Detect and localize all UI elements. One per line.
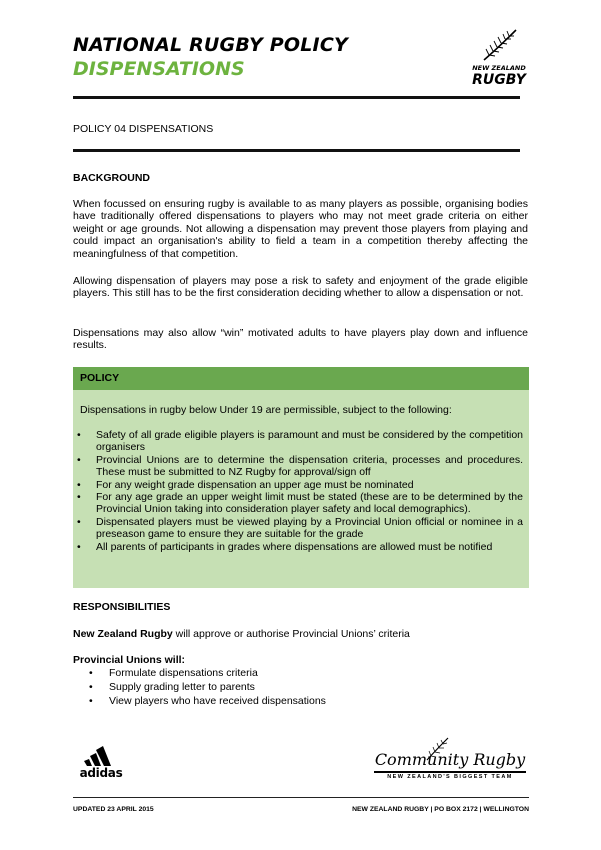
list-item: • Supply grading letter to parents bbox=[89, 680, 255, 693]
footer-updated: UPDATED 23 APRIL 2015 bbox=[73, 806, 154, 813]
footer-address: NEW ZEALAND RUGBY | PO BOX 2172 | WELLINGTON bbox=[352, 806, 529, 813]
logo-top-text: NEW ZEALAND bbox=[472, 64, 526, 72]
list-item: • All parents of participants in grades where dispensations are allowed must be notified bbox=[77, 540, 493, 553]
background-paragraph-1: When focussed on ensuring rugby is available to as many players as possible, organising bodies have traditionally offered dispensations to players who may not meet grade criteria on either weight or age grounds. Not allowing a dispensation may prevent those players from playing and could impact an organisation's ability to field a team in a competition thereby affecting the meaningfulness of that competition. bbox=[73, 198, 528, 260]
policy-header-bar bbox=[73, 367, 529, 390]
bullet-icon: • bbox=[77, 478, 81, 491]
bullet-icon: • bbox=[77, 515, 81, 528]
policy-intro: Dispensations in rugby below Under 19 are permissible, subject to the following: bbox=[80, 404, 452, 416]
list-item: • For any age grade an upper weight limit must be stated (these are to be determined by the Provincial Union taking into consideration player safety and local demographics). bbox=[77, 491, 523, 516]
silver-fern-icon bbox=[480, 28, 520, 62]
community-logo-text: Community Rugby bbox=[374, 750, 526, 769]
footer-divider bbox=[73, 797, 529, 798]
bullet-icon: • bbox=[77, 540, 81, 553]
policy-id: POLICY 04 DISPENSATIONS bbox=[73, 123, 214, 135]
list-item: • View players who have received dispensations bbox=[89, 694, 326, 707]
page-title: NATIONAL RUGBY POLICY bbox=[73, 34, 348, 56]
list-item: • Dispensated players must be viewed playing by a Provincial Union official or nominee in a preseason game to ensure they are suitable for the grade bbox=[77, 515, 523, 541]
pu-list bbox=[89, 667, 326, 708]
header-divider bbox=[73, 96, 520, 99]
list-item: • Provincial Unions are to determine the dispensation criteria, processes and procedures. These must be submitted to NZ Rugby for approval/sign off bbox=[77, 453, 523, 479]
bullet-icon: • bbox=[89, 694, 93, 707]
nzr-bold: New Zealand Rugby bbox=[73, 628, 173, 640]
list-item: • Safety of all grade eligible players is paramount and must be considered by the competition organisers bbox=[77, 429, 523, 454]
background-paragraph-3: Dispensations may also allow “win” motivated adults to have players play down and influence results. bbox=[73, 327, 528, 352]
list-item: • Formulate dispensations criteria bbox=[89, 667, 258, 679]
bullet-icon: • bbox=[77, 453, 81, 466]
page-subtitle: DISPENSATIONS bbox=[73, 58, 245, 80]
pu-heading: Provincial Unions will: bbox=[73, 654, 186, 666]
community-tagline: NEW ZEALAND'S BIGGEST TEAM bbox=[387, 774, 513, 780]
community-logo-underline bbox=[374, 771, 526, 773]
adidas-logo bbox=[73, 744, 129, 784]
sponsor-name: adidas bbox=[79, 766, 123, 780]
section-divider bbox=[73, 149, 520, 152]
nzr-responsibility bbox=[73, 628, 410, 640]
bullet-icon: • bbox=[77, 429, 81, 441]
nzr-text: will approve or authorise Provincial Unions’ criteria bbox=[172, 628, 410, 640]
bullet-icon: • bbox=[89, 667, 93, 679]
background-paragraph-2: Allowing dispensation of players may pose a risk to safety and enjoyment of the grade eligible players. This still has to be the first consideration deciding whether to allow a dispensation or not. bbox=[73, 275, 528, 300]
bullet-icon: • bbox=[77, 491, 81, 504]
adidas-logo-icon bbox=[73, 744, 129, 766]
policy-heading: POLICY bbox=[80, 372, 120, 384]
logo-main-text: RUGBY bbox=[472, 72, 526, 88]
community-rugby-logo bbox=[370, 736, 530, 784]
background-heading: BACKGROUND bbox=[73, 172, 150, 184]
policy-box bbox=[73, 367, 529, 588]
bullet-icon: • bbox=[89, 680, 93, 693]
policy-list bbox=[73, 429, 529, 553]
responsibilities-heading: RESPONSIBILITIES bbox=[73, 601, 171, 613]
nz-rugby-logo bbox=[466, 28, 532, 90]
list-item: • For any weight grade dispensation an upper age must be nominated bbox=[77, 478, 414, 491]
